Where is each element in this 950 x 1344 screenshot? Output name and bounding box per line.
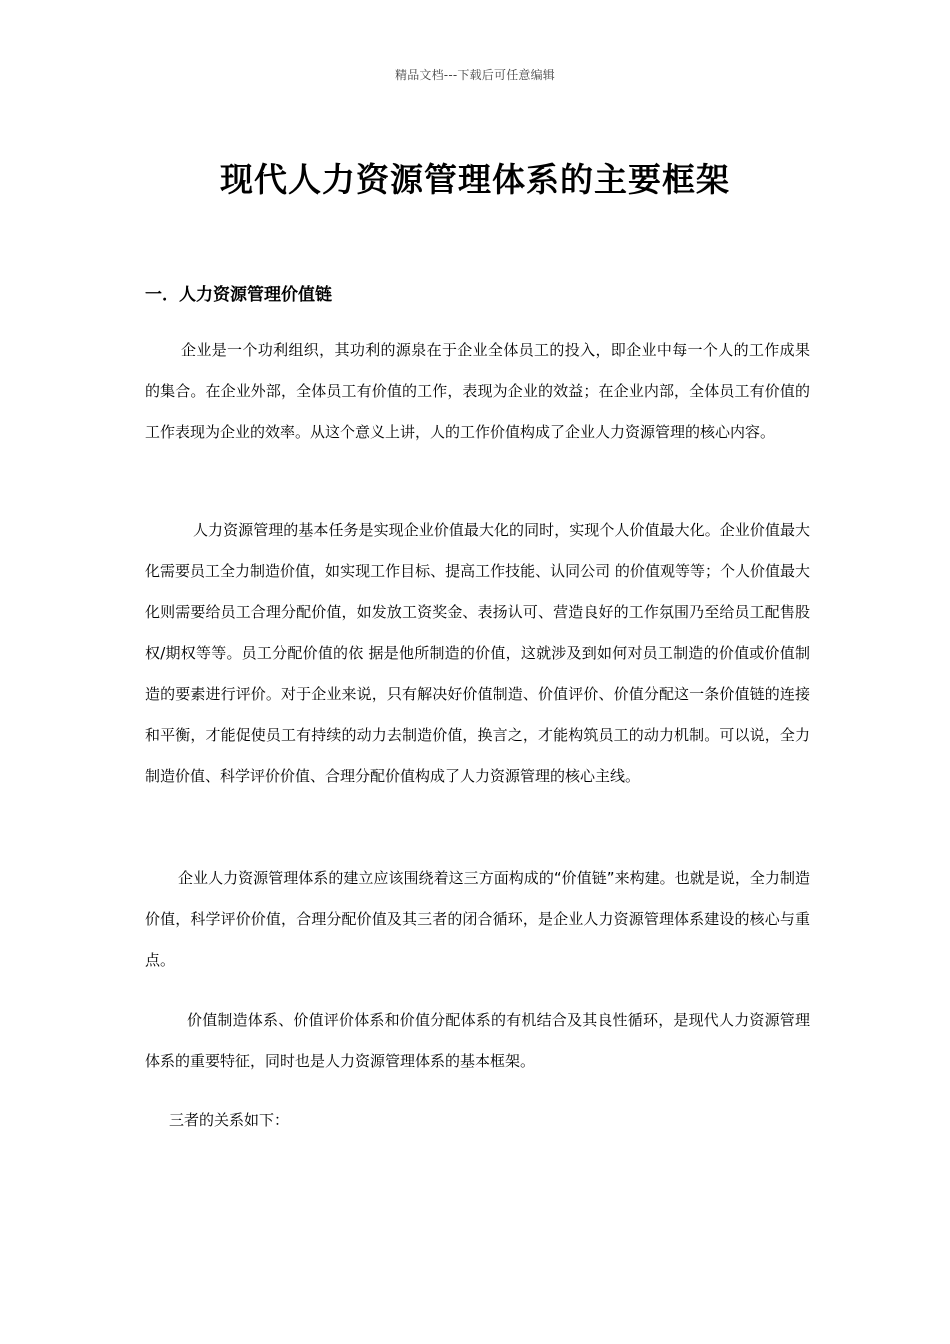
- paragraph-1: 企业是一个功利组织，其功利的源泉在于企业全体员工的投入，即企业中每一个人的工作成果的集合。在企业外部，全体员工有价值的工作，表现为企业的效益；在企业内部，全体员工有价值的工作表现为企业的效率。从这个意义上讲，人的工作价值构成了企业人力资源管理的核心内容。: [145, 341, 810, 441]
- section-heading: 一．人力资源管理价值链: [145, 285, 332, 305]
- document-title: 现代人力资源管理体系的主要框架: [220, 160, 730, 199]
- paragraph-4: 价值制造体系、价值评价体系和价值分配体系的有机结合及其良性循环，是现代人力资源管理体系的重要特征，同时也是人力资源管理体系的基本框架。: [145, 1011, 810, 1070]
- paragraph-2: 人力资源管理的基本任务是实现企业价值最大化的同时，实现个人价值最大化。企业价值最大化需要员工全力制造价值，如实现工作目标、提高工作技能、认同公司 的价值观等等；个人价值最大化则需要给员工合理分配价值，如发放工资奖金、表扬认可、营造良好的工作氛围乃至给员工配售股权/期权等等。员工分配价值的依 据是他所制造的价值，这就涉及到如何对员工制造的价值或价值制造的要素进行评价。对于企业来说，只有解决好价值制造、价值评价、价值分配这一条价值链的连接和平衡，才能促使员工有持续的动力去制造价值，换言之，才能构筑员工的动力机制。可以说，全力制造价值、科学评价价值、合理分配价值构成了人力资源管理的核心主线。: [145, 521, 810, 785]
- paragraph-3: 企业人力资源管理体系的建立应该围绕着这三方面构成的“价值链”来构建。也就是说，全力制造价值，科学评价价值，合理分配价值及其三者的闭合循环，是企业人力资源管理体系建设的核心与重点。: [145, 869, 810, 969]
- paragraph-5: 三者的关系如下：: [169, 1111, 290, 1129]
- page-header-watermark: 精品文档---下载后可任意编辑: [395, 68, 555, 82]
